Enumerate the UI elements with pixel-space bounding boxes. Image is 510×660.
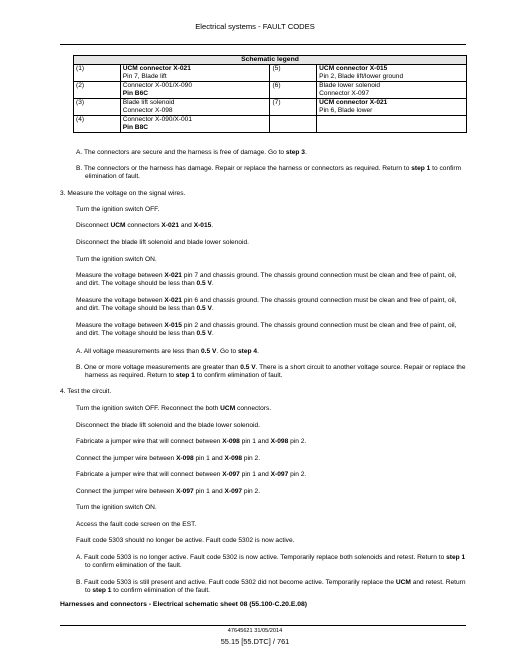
step4-line: Fabricate a jumper wire that will connect between X-097 pin 1 and X-097 pin 2. xyxy=(76,471,307,478)
step4-line: Fault code 5303 should no longer be active. Fault code 5302 is now active. xyxy=(76,537,295,544)
legend-number: (6) xyxy=(270,82,317,99)
legend-description xyxy=(120,99,270,116)
step4-line: Turn the ignition switch ON. xyxy=(76,504,157,511)
legend-description xyxy=(317,82,467,99)
legend-desc-line2: Connector X-098 xyxy=(122,107,173,114)
step3-line: Disconnect UCM connectors X-021 and X-015. xyxy=(76,222,214,229)
legend-desc-line1: UCM connector X-021 xyxy=(319,99,388,106)
legend-description xyxy=(120,65,270,82)
legend-desc-line1: Connector X-090/X-001 xyxy=(122,116,192,123)
page-number: 55.15 [55.DTC] / 761 xyxy=(220,637,290,646)
legend-desc-line2: Pin B6C xyxy=(122,90,148,97)
step4-line: Fabricate a jumper wire that will connect between X-098 pin 1 and X-098 pin 2. xyxy=(76,438,307,445)
step4-line: Connect the jumper wire between X-097 pin 1 and X-097 pin 2. xyxy=(76,488,261,495)
legend-row xyxy=(74,82,467,99)
legend-desc-line2: Connector X-097 xyxy=(319,90,370,97)
legend-description xyxy=(317,65,467,82)
step4-option-b: B. Fault code 5303 is still present and active. Fault code 5302 did not become active. Temporarily replace the UCM and retest. Return to step 1 to confirm elimination of the fault. xyxy=(76,579,466,594)
step3-option-a: A. All voltage measurements are less than 0.5 V. Go to step 4. xyxy=(76,348,259,355)
legend-desc-line1: Blade lift solenoid xyxy=(122,99,175,106)
step2-option-a: A. The connectors are secure and the harness is free of damage. Go to step 3. xyxy=(76,149,307,156)
step3-line: Measure the voltage between X-021 pin 7 and chassis ground. The chassis ground connection must be clean and free of paint, oil, and dirt. The voltage should be less than 0.5 V. xyxy=(76,272,457,287)
legend-number: (4) xyxy=(74,116,121,133)
legend-number: (7) xyxy=(270,99,317,116)
legend-number: (2) xyxy=(74,82,121,99)
legend-desc-line2: Pin B8C xyxy=(122,124,148,131)
step4-line: Disconnect the blade lift solenoid and the blade lower solenoid. xyxy=(76,422,261,429)
step4-heading: 4. Test the circuit. xyxy=(60,388,112,395)
legend-description xyxy=(120,116,270,133)
step3-line: Turn the ignition switch ON. xyxy=(76,256,157,263)
legend-desc-line1: UCM connector X-015 xyxy=(319,65,388,72)
step4-option-a: A. Fault code 5303 is no longer active. Fault code 5302 is now active. Temporarily replace both solenoids and retest. Return to step 1 to confirm elimination of the fault. xyxy=(76,554,466,569)
step3-line: Disconnect the blade lift solenoid and blade lower solenoid. xyxy=(76,239,250,246)
step3-line: Measure the voltage between X-021 pin 6 and chassis ground. The chassis ground connection must be clean and free of paint, oil, and dirt. The voltage should be less than 0.5 V. xyxy=(76,297,457,312)
step3-line: Measure the voltage between X-015 pin 2 and chassis ground. The chassis ground connection must be clean and free of paint, oil, and dirt. The voltage should be less than 0.5 V. xyxy=(76,322,457,337)
legend-description xyxy=(317,116,467,133)
legend-desc-line2: Pin 2, Blade lift/lower ground xyxy=(319,73,404,80)
header-divider xyxy=(60,44,466,45)
legend-desc-line1: Connector X-001/X-090 xyxy=(122,82,192,89)
footer-divider xyxy=(60,625,466,626)
legend-description xyxy=(120,82,270,99)
legend-description xyxy=(317,99,467,116)
step3-option-b: B. One or more voltage measurements are greater than 0.5 V. There is a short circuit to another voltage source. Repair or replace the harness as required. Return to step 1 to confirm elimination of fault. xyxy=(76,364,466,379)
legend-number xyxy=(270,116,317,133)
step2-option-b: B. The connectors or the harness has damage. Repair or replace the harness or connectors as required. Return to step 1 to confirm elimination of fault. xyxy=(76,165,462,180)
legend-number: (5) xyxy=(270,65,317,82)
step4-line: Turn the ignition switch OFF. Reconnect the both UCM connectors. xyxy=(76,405,272,412)
legend-desc-line2: Pin 7, Blade lift xyxy=(122,73,167,80)
legend-desc-line2: Pin 6, Blade lower xyxy=(319,107,373,114)
legend-row xyxy=(74,116,467,133)
step4-line: Connect the jumper wire between X-098 pin 1 and X-098 pin 2. xyxy=(76,455,261,462)
step3-heading: 3. Measure the voltage on the signal wires. xyxy=(60,190,186,197)
legend-number: (3) xyxy=(74,99,121,116)
step3-line: Turn the ignition switch OFF. xyxy=(76,206,160,213)
schematic-legend-table xyxy=(73,55,467,133)
legend-row xyxy=(74,65,467,82)
legend-number: (1) xyxy=(74,65,121,82)
legend-desc-line1: UCM connector X-021 xyxy=(122,65,191,72)
legend-title: Schematic legend xyxy=(74,56,467,65)
page-header-title: Electrical systems - FAULT CODES xyxy=(195,22,315,31)
step4-line: Access the fault code screen on the EST. xyxy=(76,521,197,528)
legend-row xyxy=(74,99,467,116)
legend-desc-line1: Blade lower solenoid xyxy=(319,82,381,89)
section-link-title[interactable]: Harnesses and connectors - Electrical schematic sheet 08 (55.100-C.20.E.08) xyxy=(60,601,308,608)
document-code: 47645621 31/05/2014 xyxy=(227,628,283,634)
